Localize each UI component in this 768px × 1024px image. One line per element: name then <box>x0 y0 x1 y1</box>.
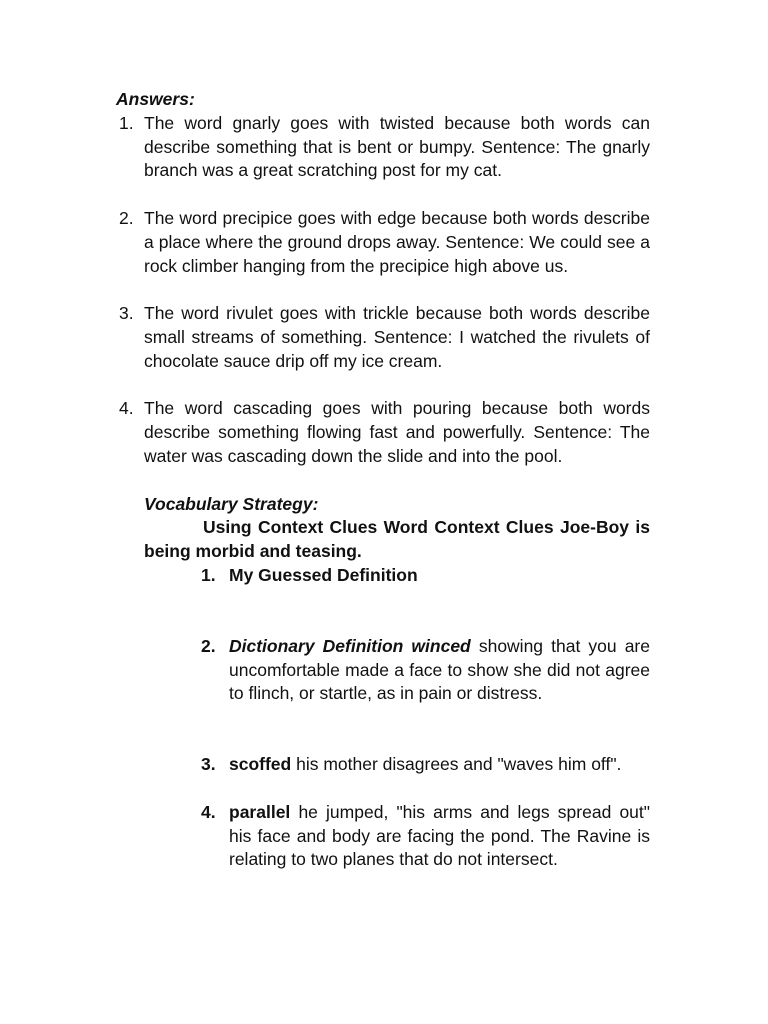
step-number: 3. <box>201 754 216 775</box>
step-label: My Guessed Definition <box>229 564 418 585</box>
answer-item-3 <box>116 302 650 373</box>
strategy-step-2 <box>201 635 650 706</box>
answer-number: 3. <box>119 303 134 324</box>
strategy-title: Vocabulary Strategy: <box>144 493 319 514</box>
answer-item-4 <box>116 397 650 468</box>
answer-text: The word gnarly goes with twisted because both words can describe something that is bent or bumpy. Sentence: The gnarly branch was a great scratching post for my cat. <box>144 112 650 181</box>
answers-heading: Answers: <box>116 89 195 109</box>
step-number: 2. <box>201 635 216 656</box>
document-page <box>116 88 650 872</box>
answer-item-2 <box>116 207 650 278</box>
step-label: parallel <box>229 801 291 822</box>
vocabulary-strategy-section <box>116 493 650 873</box>
step-text: he jumped, "his arms and legs spread out" his face and body are facing the pond. The Ravine is relating to two planes that do not intersect. <box>229 801 650 870</box>
answer-number: 4. <box>119 398 134 419</box>
step-number: 1. <box>201 564 216 585</box>
answer-text: The word cascading goes with pouring because both words describe something flowing fast and powerfully. Sentence: The water was cascading down the slide and into the pool. <box>144 398 650 466</box>
answer-text: The word rivulet goes with trickle because both words describe small streams of something. Sentence: I watched the rivulets of chocolate sauce drip off my ice cream. <box>144 303 650 371</box>
answers-list <box>116 112 650 469</box>
strategy-step-3 <box>201 753 650 777</box>
strategy-steps-list <box>144 564 650 872</box>
strategy-intro: Using Context Clues Word Context Clues Joe-Boy is being morbid and teasing. <box>144 517 650 562</box>
answer-number: 2. <box>119 207 134 228</box>
answer-item-1 <box>116 112 650 183</box>
step-number: 4. <box>201 801 216 822</box>
step-label: Dictionary Definition winced <box>229 635 471 656</box>
answer-number: 1. <box>119 112 134 133</box>
step-text: showing that you are uncomfortable made a face to show she did not agree to flinch, or startle, as in pain or distress. <box>229 635 650 704</box>
step-text: his mother disagrees and "waves him off". <box>291 754 622 775</box>
strategy-step-4 <box>201 801 650 872</box>
strategy-step-1 <box>201 564 650 588</box>
step-label: scoffed <box>229 754 292 775</box>
answer-text: The word precipice goes with edge because both words describe a place where the ground drops away. Sentence: We could see a rock climber hanging from the precipice high above us. <box>144 207 650 276</box>
